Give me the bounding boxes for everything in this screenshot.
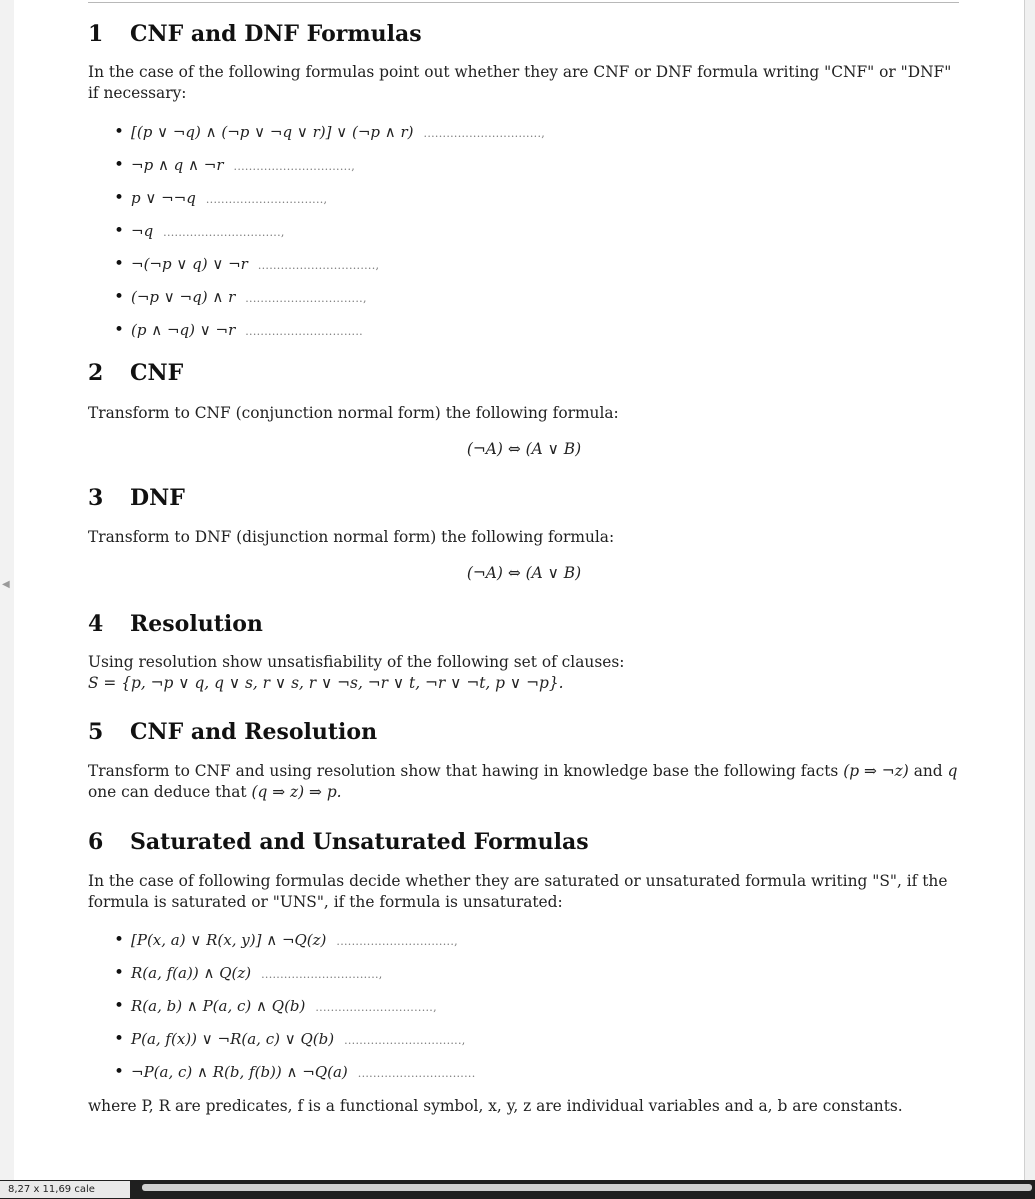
- fact-formula: q: [947, 762, 958, 780]
- conclusion-formula: (q ⇒ z) ⇒ p.: [251, 783, 342, 801]
- formula: (¬p ∨ ¬q) ∧ r: [131, 288, 236, 306]
- formula: ¬q: [131, 222, 154, 240]
- text-part: and: [913, 762, 943, 780]
- list-item: [88, 319, 960, 352]
- section-title: CNF and Resolution: [130, 719, 378, 745]
- section-title: CNF and DNF Formulas: [130, 21, 422, 47]
- section-resolution: [88, 604, 960, 694]
- page-top-rule: [88, 2, 959, 3]
- formula: [(p ∨ ¬q) ∧ (¬p ∨ ¬q ∨ r)] ∨ (¬p ∧ r): [131, 123, 414, 141]
- section-heading: [88, 478, 960, 518]
- answer-blank: ...............................,: [245, 292, 367, 305]
- section-heading: [88, 604, 960, 644]
- section-number: 5: [88, 719, 104, 745]
- formula: (p ∧ ¬q) ∨ ¬r: [131, 321, 236, 339]
- formula: ¬P(a, c) ∧ R(b, f(b)) ∧ ¬Q(a): [131, 1063, 348, 1081]
- formula: ¬p ∧ q ∧ ¬r: [131, 156, 224, 174]
- list-item: [88, 995, 960, 1028]
- section-title: Saturated and Unsaturated Formulas: [130, 829, 589, 855]
- answer-blank: ...............................,: [261, 968, 383, 981]
- section-cnf: [88, 353, 960, 460]
- section-text: [88, 652, 960, 694]
- formula: p ∨ ¬¬q: [131, 189, 196, 207]
- answer-blank: ...............................: [245, 325, 363, 338]
- fact-formula: (p ⇒ ¬z): [843, 762, 909, 780]
- display-formula: (¬A) ⇔ (A ∨ B): [466, 440, 582, 458]
- answer-blank: ...............................,: [344, 1034, 466, 1047]
- section-number: 4: [88, 611, 104, 637]
- answer-blank: ...............................,: [233, 160, 356, 173]
- previous-page-arrow-icon[interactable]: ◀: [2, 579, 10, 590]
- answer-blank: ...............................,: [336, 935, 458, 948]
- section-saturated-formulas: [88, 822, 960, 1117]
- formula: R(a, b) ∧ P(a, c) ∧ Q(b): [131, 997, 306, 1015]
- section-heading: [88, 822, 960, 862]
- text-part: one can deduce that: [88, 783, 247, 801]
- horizontal-scrollbar[interactable]: [142, 1184, 1032, 1191]
- section-dnf: [88, 478, 960, 584]
- formula: P(a, f(x)) ∨ ¬R(a, c) ∨ Q(b): [131, 1030, 335, 1048]
- list-item: [88, 187, 960, 220]
- section-intro: In the case of the following formulas point out whether they are CNF or DNF formula writing "CNF" or "DNF" if necessary:: [88, 63, 952, 102]
- section-text: [88, 761, 960, 803]
- vertical-scrollbar[interactable]: [1024, 0, 1035, 1199]
- formula: [P(x, a) ∨ R(x, y)] ∧ ¬Q(z): [131, 931, 327, 949]
- list-item: [88, 962, 960, 995]
- formula: ¬(¬p ∨ q) ∨ ¬r: [131, 255, 248, 273]
- formula-list: [88, 929, 960, 1094]
- section-cnf-dnf-formulas: [88, 14, 960, 352]
- list-item: [88, 220, 960, 253]
- display-formula: (¬A) ⇔ (A ∨ B): [466, 564, 582, 582]
- list-item: [88, 121, 960, 154]
- answer-blank: ...............................,: [205, 193, 328, 206]
- section-intro: In the case of following formulas decide whether they are saturated or unsaturated formula writing "S", if the formula is saturated or "UNS", if the formula is unsaturated:: [88, 872, 948, 911]
- page-content: [88, 14, 960, 1117]
- answer-blank: ...............................,: [315, 1001, 437, 1014]
- section-cnf-and-resolution: [88, 712, 960, 803]
- section-title: DNF: [130, 485, 185, 511]
- section-title: Resolution: [130, 611, 263, 637]
- clause-set: S = {p, ¬p ∨ q, q ∨ s, r ∨ s, r ∨ ¬s, ¬r ∨ t, ¬r ∨ ¬t, p ∨ ¬p}.: [88, 674, 564, 692]
- viewer-left-margin: [0, 0, 15, 1199]
- section-heading: [88, 353, 960, 393]
- section-title: CNF: [130, 360, 184, 386]
- section-text: Transform to DNF (disjunction normal form) the following formula:: [88, 528, 615, 546]
- answer-blank: ...............................,: [257, 259, 380, 272]
- list-item: [88, 929, 960, 962]
- section-number: 1: [88, 21, 104, 47]
- section-heading: [88, 14, 960, 54]
- formula-list: [88, 121, 960, 352]
- section-number: 3: [88, 485, 104, 511]
- document-page: [14, 0, 1024, 1180]
- footnote: where P, R are predicates, f is a functional symbol, x, y, z are individual variables and a, b are constants.: [88, 1097, 903, 1115]
- answer-blank: ...............................,: [163, 226, 285, 239]
- answer-blank: ...............................: [357, 1067, 476, 1080]
- section-number: 2: [88, 360, 104, 386]
- page-size-label: 8,27 x 11,69 cale: [0, 1181, 130, 1198]
- section-heading: [88, 712, 960, 752]
- list-item: [88, 253, 960, 286]
- text-part: Transform to CNF and using resolution show that hawing in knowledge base the following facts: [88, 762, 839, 780]
- list-item: [88, 286, 960, 319]
- section-number: 6: [88, 829, 104, 855]
- list-item: [88, 1028, 960, 1061]
- section-text: Transform to CNF (conjunction normal form) the following formula:: [88, 404, 619, 422]
- formula: R(a, f(a)) ∧ Q(z): [131, 964, 252, 982]
- answer-blank: ...............................,: [423, 127, 546, 140]
- list-item: [88, 154, 960, 187]
- list-item: [88, 1061, 960, 1094]
- resolution-instruction: Using resolution show unsatisfiability of the following set of clauses:: [88, 653, 625, 671]
